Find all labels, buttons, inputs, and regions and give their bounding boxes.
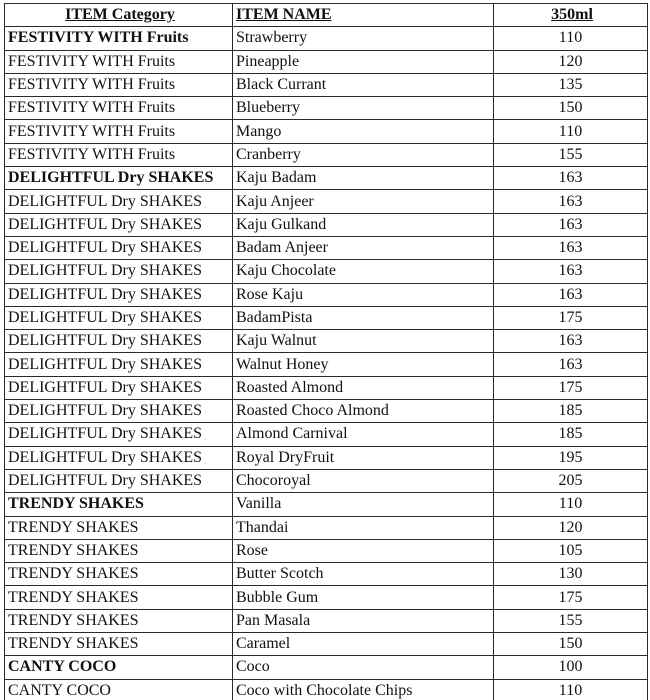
column-header-size: 350ml xyxy=(494,4,648,27)
item-category-cell: DELIGHTFUL Dry SHAKES xyxy=(5,167,233,190)
item-category-cell: FESTIVITY WITH Fruits xyxy=(5,50,233,73)
item-name-cell: Kaju Chocolate xyxy=(233,260,494,283)
item-category-cell: TRENDY SHAKES xyxy=(5,563,233,586)
table-row xyxy=(5,353,648,376)
table-row xyxy=(5,143,648,166)
item-name-cell: Thandai xyxy=(233,516,494,539)
item-price-cell: 105 xyxy=(494,539,648,562)
menu-table xyxy=(4,3,648,700)
item-name-cell: BadamPista xyxy=(233,306,494,329)
table-row xyxy=(5,516,648,539)
item-price-cell: 120 xyxy=(494,516,648,539)
item-name-cell: Black Currant xyxy=(233,73,494,96)
item-category-cell: TRENDY SHAKES xyxy=(5,633,233,656)
item-category-cell: DELIGHTFUL Dry SHAKES xyxy=(5,306,233,329)
item-name-cell: Kaju Gulkand xyxy=(233,213,494,236)
item-category-cell: TRENDY SHAKES xyxy=(5,516,233,539)
item-category-cell: DELIGHTFUL Dry SHAKES xyxy=(5,236,233,259)
table-row xyxy=(5,306,648,329)
item-name-cell: Walnut Honey xyxy=(233,353,494,376)
table-row xyxy=(5,97,648,120)
item-name-cell: Cranberry xyxy=(233,143,494,166)
table-row xyxy=(5,190,648,213)
item-price-cell: 155 xyxy=(494,609,648,632)
item-name-cell: Coco xyxy=(233,656,494,679)
item-category-cell: DELIGHTFUL Dry SHAKES xyxy=(5,190,233,213)
item-price-cell: 163 xyxy=(494,190,648,213)
item-price-cell: 110 xyxy=(494,493,648,516)
item-category-cell: FESTIVITY WITH Fruits xyxy=(5,27,233,50)
table-row xyxy=(5,539,648,562)
item-name-cell: Blueberry xyxy=(233,97,494,120)
item-price-cell: 110 xyxy=(494,679,648,700)
table-row xyxy=(5,469,648,492)
item-category-cell: TRENDY SHAKES xyxy=(5,539,233,562)
column-header-category: ITEM Category xyxy=(5,4,233,27)
item-price-cell: 175 xyxy=(494,376,648,399)
table-row xyxy=(5,73,648,96)
item-name-cell: Rose xyxy=(233,539,494,562)
item-category-cell: DELIGHTFUL Dry SHAKES xyxy=(5,469,233,492)
item-price-cell: 110 xyxy=(494,120,648,143)
item-name-cell: Roasted Almond xyxy=(233,376,494,399)
item-category-cell: DELIGHTFUL Dry SHAKES xyxy=(5,330,233,353)
table-row xyxy=(5,423,648,446)
item-name-cell: Roasted Choco Almond xyxy=(233,400,494,423)
item-name-cell: Almond Carnival xyxy=(233,423,494,446)
table-row xyxy=(5,120,648,143)
item-category-cell: TRENDY SHAKES xyxy=(5,586,233,609)
item-category-cell: FESTIVITY WITH Fruits xyxy=(5,73,233,96)
item-category-cell: CANTY COCO xyxy=(5,656,233,679)
item-price-cell: 163 xyxy=(494,236,648,259)
table-row xyxy=(5,563,648,586)
item-price-cell: 163 xyxy=(494,330,648,353)
item-category-cell: DELIGHTFUL Dry SHAKES xyxy=(5,423,233,446)
item-category-cell: FESTIVITY WITH Fruits xyxy=(5,143,233,166)
item-category-cell: DELIGHTFUL Dry SHAKES xyxy=(5,213,233,236)
item-category-cell: DELIGHTFUL Dry SHAKES xyxy=(5,376,233,399)
item-category-cell: TRENDY SHAKES xyxy=(5,609,233,632)
table-row xyxy=(5,167,648,190)
item-price-cell: 185 xyxy=(494,423,648,446)
table-row xyxy=(5,679,648,700)
item-name-cell: Pan Masala xyxy=(233,609,494,632)
item-price-cell: 155 xyxy=(494,143,648,166)
item-price-cell: 100 xyxy=(494,656,648,679)
table-row xyxy=(5,50,648,73)
item-name-cell: Rose Kaju xyxy=(233,283,494,306)
item-price-cell: 163 xyxy=(494,213,648,236)
item-price-cell: 150 xyxy=(494,633,648,656)
item-name-cell: Vanilla xyxy=(233,493,494,516)
table-row xyxy=(5,446,648,469)
table-row xyxy=(5,400,648,423)
item-price-cell: 163 xyxy=(494,260,648,283)
item-name-cell: Kaju Badam xyxy=(233,167,494,190)
item-category-cell: FESTIVITY WITH Fruits xyxy=(5,97,233,120)
table-row xyxy=(5,493,648,516)
item-price-cell: 150 xyxy=(494,97,648,120)
item-name-cell: Caramel xyxy=(233,633,494,656)
table-row xyxy=(5,283,648,306)
item-name-cell: Royal DryFruit xyxy=(233,446,494,469)
table-row xyxy=(5,236,648,259)
item-name-cell: Mango xyxy=(233,120,494,143)
header-row xyxy=(5,4,648,27)
item-category-cell: DELIGHTFUL Dry SHAKES xyxy=(5,353,233,376)
item-price-cell: 163 xyxy=(494,167,648,190)
table-row xyxy=(5,27,648,50)
item-price-cell: 175 xyxy=(494,306,648,329)
item-price-cell: 163 xyxy=(494,283,648,306)
table-row xyxy=(5,260,648,283)
item-price-cell: 195 xyxy=(494,446,648,469)
table-row xyxy=(5,656,648,679)
table-row xyxy=(5,376,648,399)
item-price-cell: 120 xyxy=(494,50,648,73)
table-row xyxy=(5,609,648,632)
table-row xyxy=(5,586,648,609)
item-price-cell: 135 xyxy=(494,73,648,96)
item-price-cell: 163 xyxy=(494,353,648,376)
item-price-cell: 185 xyxy=(494,400,648,423)
menu-table-body xyxy=(5,27,648,700)
item-name-cell: Bubble Gum xyxy=(233,586,494,609)
item-category-cell: DELIGHTFUL Dry SHAKES xyxy=(5,260,233,283)
item-name-cell: Badam Anjeer xyxy=(233,236,494,259)
item-price-cell: 175 xyxy=(494,586,648,609)
item-category-cell: DELIGHTFUL Dry SHAKES xyxy=(5,400,233,423)
item-category-cell: FESTIVITY WITH Fruits xyxy=(5,120,233,143)
table-row xyxy=(5,213,648,236)
item-category-cell: DELIGHTFUL Dry SHAKES xyxy=(5,283,233,306)
item-name-cell: Kaju Anjeer xyxy=(233,190,494,213)
item-category-cell: CANTY COCO xyxy=(5,679,233,700)
table-row xyxy=(5,633,648,656)
item-name-cell: Pineapple xyxy=(233,50,494,73)
item-name-cell: Chocoroyal xyxy=(233,469,494,492)
item-category-cell: DELIGHTFUL Dry SHAKES xyxy=(5,446,233,469)
item-price-cell: 110 xyxy=(494,27,648,50)
item-price-cell: 205 xyxy=(494,469,648,492)
item-name-cell: Butter Scotch xyxy=(233,563,494,586)
item-name-cell: Kaju Walnut xyxy=(233,330,494,353)
item-price-cell: 130 xyxy=(494,563,648,586)
item-name-cell: Strawberry xyxy=(233,27,494,50)
column-header-item-name: ITEM NAME xyxy=(233,4,494,27)
table-row xyxy=(5,330,648,353)
item-category-cell: TRENDY SHAKES xyxy=(5,493,233,516)
item-name-cell: Coco with Chocolate Chips xyxy=(233,679,494,700)
